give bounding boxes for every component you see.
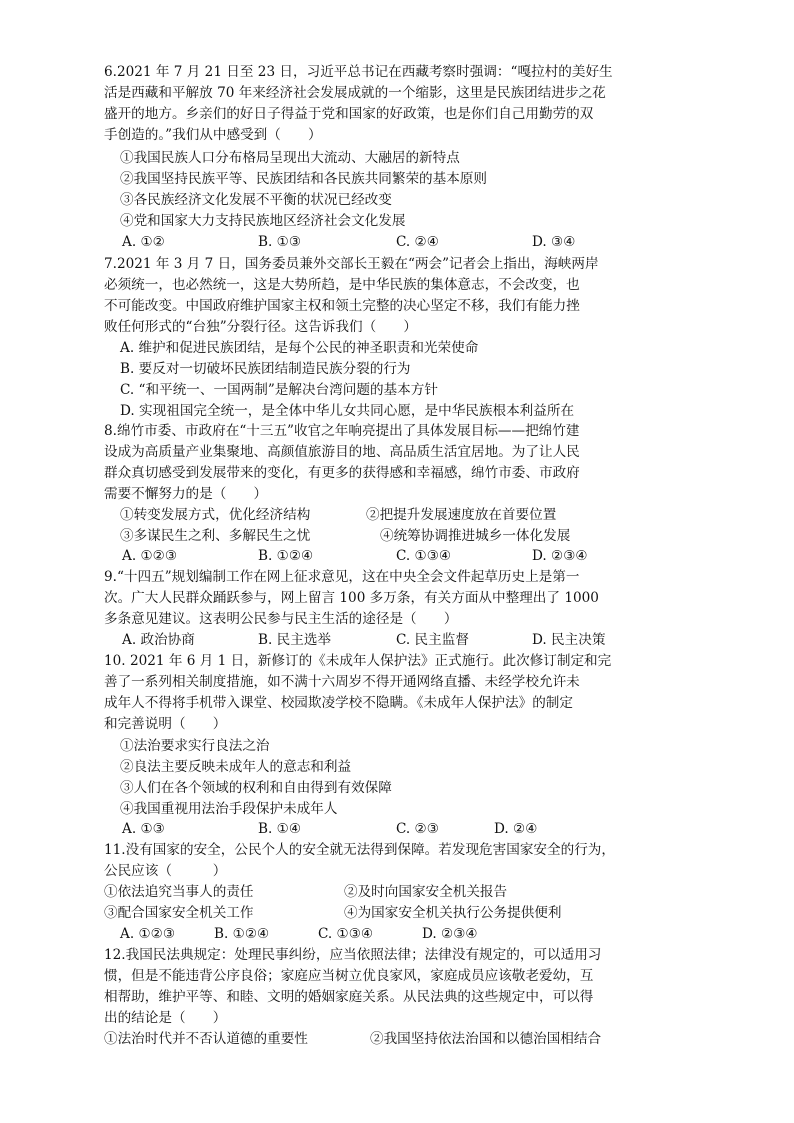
q9-option-b: B. 民主选举 (258, 632, 332, 648)
q11-option-b: B. ①②④ (214, 926, 270, 942)
q9-option-a: A. 政治协商 (122, 632, 195, 648)
q6-stem-line-1: 6.2021 年 7 月 21 日至 23 日，习近平总书记在西藏考察时强调：“嘎拉村的美好生 (104, 64, 613, 80)
q10-statement-1: ①法治要求实行良法之治 (120, 738, 270, 754)
q8-stem-line-4: 需要不懈努力的是（ ） (104, 486, 268, 502)
q11-statement-3: ③配合国家安全机关工作 (104, 905, 254, 921)
q12-statement-1: ①法治时代并不否认道德的重要性 (104, 1031, 308, 1047)
q11-statement-1: ①依法追究当事人的责任 (104, 884, 254, 900)
q7-option-a: A. 维护和促进民族团结，是每个公民的神圣职责和光荣使命 (120, 340, 479, 356)
q7-stem-line-4: 败任何形式的“台独”分裂行径。这告诉我们（ ） (104, 319, 417, 335)
q10-statement-2: ②良法主要反映未成年人的意志和利益 (120, 759, 352, 775)
q8-statement-3: ③多谋民生之利、多解民生之忧 (120, 528, 311, 544)
q9-option-d: D. 民主决策 (532, 632, 606, 648)
q10-stem-line-2: 善了一系列相关制度措施，如不满十六周岁不得开通网络直播、未经学校允许未 (104, 674, 580, 690)
q12-stem-line-3: 相帮助，维护平等、和睦、文明的婚姻家庭关系。从民法典的这些规定中，可以得 (104, 989, 594, 1005)
q10-statement-3: ③人们在各个领域的权利和自由得到有效保障 (120, 780, 392, 796)
q12-statement-2: ②我国坚持依法治国和以德治国相结合 (370, 1031, 602, 1047)
q11-statement-2: ②及时向国家安全机关报告 (344, 884, 508, 900)
q11-option-d: D. ②③④ (422, 926, 478, 942)
q8-stem-line-2: 设成为高质量产业集聚地、高颜值旅游目的地、高品质生活宜居地。为了让人民 (104, 444, 580, 460)
q9-stem-line-3: 多条意见建议。这表明公民参与民主生活的途径是（ ） (104, 611, 458, 627)
q7-stem-line-1: 7.2021 年 3 月 7 日，国务委员兼外交部长王毅在“两会”记者会上指出，海峡两岸 (104, 256, 599, 272)
q10-option-c: C. ②③ (396, 821, 439, 837)
q10-stem-line-3: 成年人不得将手机带入课堂、校园欺凌学校不隐瞒。《未成年人保护法》的制定 (104, 695, 573, 711)
q6-statement-1: ①我国民族人口分布格局呈现出大流动、大融居的新特点 (120, 150, 460, 166)
q11-stem-line-1: 11.没有国家的安全，公民个人的安全就无法得到保障。若发现危害国家安全的行为， (104, 842, 615, 858)
q11-statement-4: ④为国家安全机关执行公务提供便利 (344, 905, 562, 921)
q8-option-d: D. ②③④ (532, 548, 588, 564)
q8-stem-line-3: 群众真切感受到发展带来的变化，有更多的获得感和幸福感，绵竹市委、市政府 (104, 465, 580, 481)
q10-option-d: D. ②④ (494, 821, 538, 837)
q8-stem-line-1: 8.绵竹市委、市政府在“十三五”收官之年响亮提出了具体发展目标——把绵竹建 (104, 423, 580, 439)
q8-option-b: B. ①②④ (258, 548, 314, 564)
q8-statement-1: ①转变发展方式，优化经济结构 (120, 507, 311, 523)
q6-stem-line-3: 盛开的地方。乡亲们的好日子得益于党和国家的好政策，也是你们自己用勤劳的双 (104, 106, 594, 122)
q9-option-c: C. 民主监督 (396, 632, 469, 648)
q9-stem-line-1: 9.“十四五”规划编制工作在网上征求意见，这在中央全会文件起草历史上是第一 (104, 569, 580, 585)
q11-option-a: A. ①②③ (120, 926, 176, 942)
q6-stem-line-2: 活是西藏和平解放 70 年来经济社会发展成就的一个缩影，这里是民族团结进步之花 (104, 85, 606, 101)
q7-option-c: C. “和平统一、一国两制”是解决台湾问题的基本方针 (120, 382, 438, 398)
q6-statement-2: ②我国坚持民族平等、民族团结和各民族共同繁荣的基本原则 (120, 171, 488, 187)
q6-statement-4: ④党和国家大力支持民族地区经济社会文化发展 (120, 213, 406, 229)
q8-statement-2: ②把提升发展速度放在首要位置 (366, 507, 557, 523)
q7-stem-line-2: 必须统一，也必然统一，这是大势所趋，是中华民族的集体意志，不会改变，也 (104, 277, 580, 293)
q9-stem-line-2: 次。广大人民群众踊跃参与，网上留言 100 多万条，有关方面从中整理出了 1000 (104, 590, 599, 606)
q10-stem-line-4: 和完善说明（ ） (104, 716, 227, 732)
q7-stem-line-3: 不可能改变。中国政府维护国家主权和领土完整的决心坚定不移，我们有能力挫 (104, 298, 580, 314)
q6-option-b: B. ①③ (258, 234, 302, 250)
q12-stem-line-1: 12.我国民法典规定：处理民事纠纷，应当依照法律；法律没有规定的，可以适用习 (104, 947, 602, 963)
q12-stem-line-4: 出的结论是（ ） (104, 1010, 227, 1026)
q8-option-a: A. ①②③ (122, 548, 178, 564)
q12-stem-line-2: 惯，但是不能违背公序良俗；家庭应当树立优良家风，家庭成员应该敬老爱幼，互 (104, 968, 594, 984)
q10-option-a: A. ①③ (122, 821, 165, 837)
q10-option-b: B. ①④ (258, 821, 302, 837)
q6-option-c: C. ②④ (396, 234, 439, 250)
q7-option-d: D. 实现祖国完全统一，是全体中华儿女共同心愿，是中华民族根本利益所在 (120, 403, 575, 419)
q11-option-c: C. ①③④ (318, 926, 374, 942)
q6-statement-3: ③各民族经济文化发展不平衡的状况已经改变 (120, 192, 392, 208)
q6-stem-line-4: 手创造的。”我们从中感受到（ ） (104, 127, 322, 143)
q7-option-b: B. 要反对一切破坏民族团结制造民族分裂的行为 (120, 361, 411, 377)
q10-statement-4: ④我国重视用法治手段保护未成年人 (120, 801, 338, 817)
q11-stem-line-2: 公民应该（ ） (104, 863, 227, 879)
q10-stem-line-1: 10. 2021 年 6 月 1 日，新修订的《未成年人保护法》正式施行。此次修订制定和完 (104, 653, 612, 669)
q6-option-a: A. ①② (122, 234, 165, 250)
q8-statement-4: ④统筹协调推进城乡一体化发展 (380, 528, 571, 544)
q6-option-d: D. ③④ (532, 234, 576, 250)
q8-option-c: C. ①③④ (396, 548, 452, 564)
